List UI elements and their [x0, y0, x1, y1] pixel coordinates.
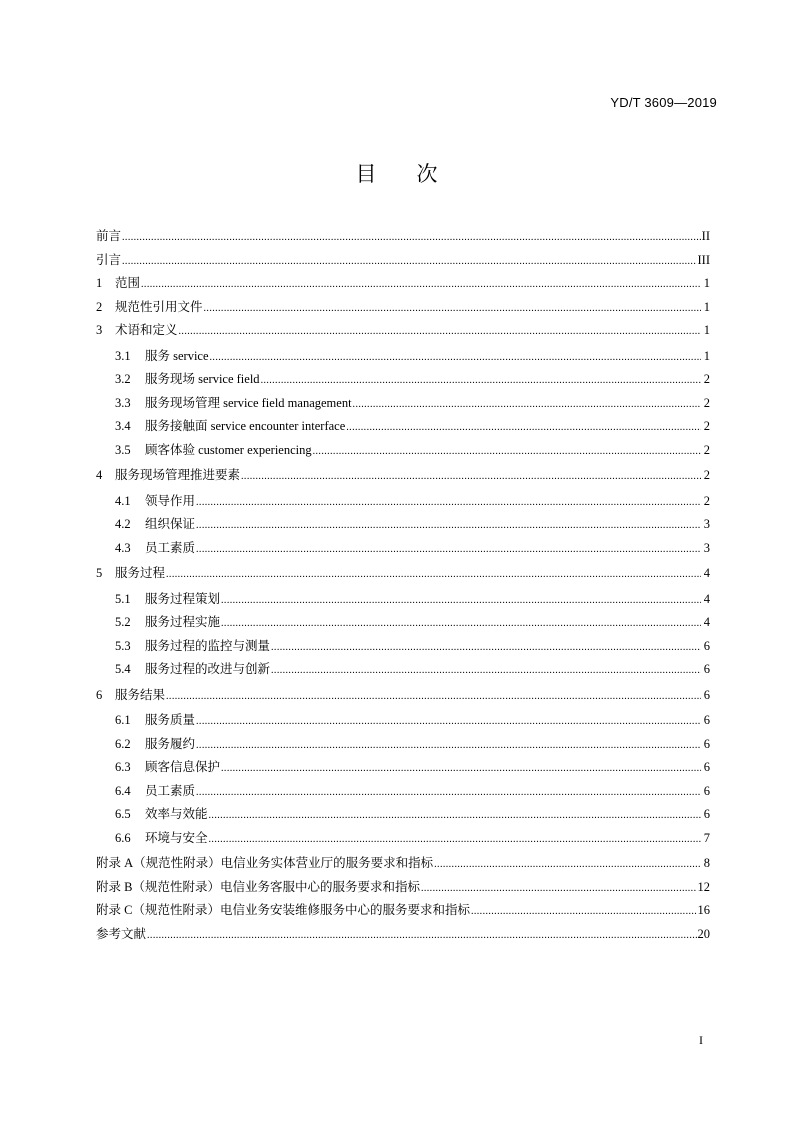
toc-entry-page: III [697, 252, 710, 267]
title-char-1: 目 [355, 162, 377, 186]
page-title [0, 158, 793, 188]
toc-entry[interactable] [96, 899, 710, 923]
toc-leader-dots [141, 273, 701, 297]
toc-entry-page: 1 [703, 323, 710, 337]
toc-entry[interactable] [96, 611, 710, 635]
toc-entry[interactable] [96, 658, 710, 682]
toc-leader-dots [271, 636, 701, 660]
toc-entry-page: II [701, 229, 710, 243]
toc-entry-title: 附录 C（规范性附录）电信业务安装维修服务中心的服务要求和指标 [96, 903, 470, 917]
toc-leader-dots [353, 393, 701, 417]
toc-entry[interactable] [96, 756, 710, 780]
toc-entry-number: 4.1 [115, 493, 131, 508]
toc-entry-page: 3 [703, 540, 710, 555]
toc-leader-dots [166, 563, 701, 587]
toc-entry-title: 服务过程的改进与创新 [145, 662, 271, 676]
toc-entry-title: 环境与安全 [145, 830, 208, 845]
toc-entry-number: 4 [96, 468, 103, 482]
toc-leader-dots [196, 491, 701, 515]
toc-entry-page: 3 [703, 517, 710, 531]
toc-leader-dots [209, 828, 701, 852]
toc-entry-title: 服务过程的监控与测量 [145, 638, 271, 653]
toc-entry-page: 12 [697, 879, 710, 894]
toc-entry-title: 术语和定义 [115, 323, 178, 337]
toc-entry[interactable] [96, 684, 710, 708]
toc-entry[interactable] [96, 415, 710, 439]
toc-entry[interactable] [96, 709, 710, 733]
toc-entry[interactable] [96, 780, 710, 804]
toc-leader-dots [147, 924, 696, 948]
toc-leader-dots [313, 440, 701, 464]
toc-entry-title: 参考文献 [96, 926, 147, 941]
toc-entry[interactable] [96, 249, 710, 273]
toc-leader-dots [221, 757, 701, 781]
toc-entry-title: 规范性引用文件 [115, 299, 203, 314]
toc-entry-page: 1 [703, 276, 710, 290]
toc-entry-title: 服务 service [145, 348, 209, 363]
toc-entry-number: 5 [96, 566, 103, 580]
toc-entry[interactable] [96, 537, 710, 561]
toc-entry[interactable] [96, 733, 710, 757]
toc-entry-title: 引言 [96, 252, 122, 267]
toc-entry-number: 4.3 [115, 540, 131, 555]
toc-leader-dots [196, 710, 701, 734]
toc-entry-page: 2 [703, 395, 710, 410]
toc-entry[interactable] [96, 562, 710, 586]
toc-entry-title: 服务质量 [145, 713, 196, 727]
toc-leader-dots [209, 804, 701, 828]
toc-entry[interactable] [96, 272, 710, 296]
toc-entry-number: 5.1 [115, 591, 131, 606]
toc-entry-title: 员工素质 [145, 783, 196, 798]
toc-entry-page: 4 [703, 591, 710, 606]
toc-entry[interactable] [96, 345, 710, 369]
toc-entry-number: 6.5 [115, 807, 131, 821]
toc-entry[interactable] [96, 490, 710, 514]
toc-entry-number: 4.2 [115, 517, 131, 531]
toc-entry-number: 6 [96, 687, 103, 702]
page-number: I [699, 1033, 703, 1047]
toc-entry-page: 2 [703, 493, 710, 508]
toc-leader-dots [271, 659, 701, 683]
toc-entry-title: 服务过程 [115, 566, 166, 580]
toc-entry-page: 6 [703, 713, 710, 727]
toc-entry-title: 服务过程实施 [145, 615, 221, 629]
toc-leader-dots [471, 900, 697, 924]
toc-leader-dots [204, 297, 701, 321]
toc-leader-dots [346, 416, 701, 440]
toc-entry-title: 效率与效能 [145, 807, 208, 821]
toc-entry-number: 3.5 [115, 442, 131, 457]
toc-entry-number: 3.2 [115, 372, 131, 386]
toc-entry-title: 服务现场管理 service field management [145, 395, 352, 410]
toc-entry-page: 6 [703, 638, 710, 653]
toc-entry[interactable] [96, 296, 710, 320]
title-char-2: 次 [416, 162, 438, 186]
toc-entry-number: 2 [96, 299, 103, 314]
toc-entry-page: 6 [703, 807, 710, 821]
toc-entry-page: 2 [703, 442, 710, 457]
toc-entry-title: 领导作用 [145, 493, 196, 508]
toc-entry-page: 8 [703, 856, 710, 870]
toc-entry-title: 范围 [115, 276, 141, 290]
toc-leader-dots [261, 369, 701, 393]
toc-entry[interactable] [96, 464, 710, 488]
toc-entry-page: 20 [697, 926, 710, 941]
toc-leader-dots [122, 250, 696, 274]
document-code: YD/T 3609—2019 [610, 95, 717, 110]
toc-entry-title: 服务过程策划 [145, 591, 221, 606]
toc-leader-dots [421, 877, 697, 901]
toc-entry-title: 服务履约 [145, 736, 196, 751]
toc-entry-page: 6 [703, 736, 710, 751]
toc-entry-page: 6 [703, 687, 710, 702]
toc-entry[interactable] [96, 852, 710, 876]
toc-entry-title: 前言 [96, 229, 122, 243]
toc-leader-dots [196, 734, 701, 758]
toc-entry-number: 5.2 [115, 615, 131, 629]
toc-entry-page: 6 [703, 783, 710, 798]
toc-entry-number: 6.6 [115, 830, 131, 845]
toc-entry-page: 6 [703, 662, 710, 676]
toc-leader-dots [221, 612, 701, 636]
toc-entry-page: 16 [697, 903, 710, 917]
toc-entry-number: 6.3 [115, 760, 131, 774]
toc-leader-dots [210, 346, 701, 370]
toc-entry-page: 2 [703, 372, 710, 386]
toc-entry[interactable] [96, 876, 710, 900]
toc-entry[interactable] [96, 368, 710, 392]
toc-entry-title: 顾客信息保护 [145, 760, 221, 774]
toc-entry-page: 2 [703, 419, 710, 433]
toc-entry-page: 2 [703, 468, 710, 482]
toc-leader-dots [434, 853, 701, 877]
toc-leader-dots [221, 589, 701, 613]
toc-entry[interactable] [96, 923, 710, 947]
toc-entry-number: 1 [96, 276, 103, 290]
toc-entry-number: 3.3 [115, 395, 131, 410]
toc-entry-title: 组织保证 [145, 517, 196, 531]
toc-entry[interactable] [96, 392, 710, 416]
toc-entry-number: 5.3 [115, 638, 131, 653]
toc-entry[interactable] [96, 513, 710, 537]
toc-entry-title: 服务现场管理推进要素 [115, 468, 241, 482]
toc-leader-dots [122, 226, 701, 250]
toc-entry[interactable] [96, 319, 710, 343]
toc-leader-dots [196, 781, 701, 805]
toc-entry-title: 员工素质 [145, 540, 196, 555]
toc-leader-dots [241, 465, 701, 489]
toc-entry-number: 3.1 [115, 348, 131, 363]
toc-entry-number: 6.4 [115, 783, 131, 798]
toc-entry-title: 顾客体验 customer experiencing [145, 442, 312, 457]
toc-leader-dots [196, 514, 701, 538]
toc-entry-number: 3 [96, 323, 103, 337]
toc-entry-title: 服务现场 service field [145, 372, 260, 386]
toc-entry-number: 6.1 [115, 713, 131, 727]
toc-entry-page: 4 [703, 566, 710, 580]
toc-entry-title: 服务接触面 service encounter interface [145, 419, 346, 433]
table-of-contents [96, 225, 710, 946]
toc-entry-page: 6 [703, 760, 710, 774]
toc-entry-number: 6.2 [115, 736, 131, 751]
toc-entry-title: 服务结果 [115, 687, 166, 702]
toc-entry[interactable] [96, 225, 710, 249]
toc-entry-page: 7 [703, 830, 710, 845]
toc-leader-dots [166, 685, 701, 709]
toc-leader-dots [196, 538, 701, 562]
toc-entry-page: 4 [703, 615, 710, 629]
toc-entry[interactable] [96, 635, 710, 659]
toc-entry-number: 5.4 [115, 662, 131, 676]
toc-entry-number: 3.4 [115, 419, 131, 433]
toc-entry[interactable] [96, 827, 710, 851]
toc-entry[interactable] [96, 439, 710, 463]
toc-entry[interactable] [96, 588, 710, 612]
toc-leader-dots [179, 320, 701, 344]
toc-entry-page: 1 [703, 299, 710, 314]
toc-entry-page: 1 [703, 348, 710, 363]
toc-entry-title: 附录 A（规范性附录）电信业务实体营业厅的服务要求和指标 [96, 856, 434, 870]
toc-entry[interactable] [96, 803, 710, 827]
toc-entry-title: 附录 B（规范性附录）电信业务客服中心的服务要求和指标 [96, 879, 420, 894]
